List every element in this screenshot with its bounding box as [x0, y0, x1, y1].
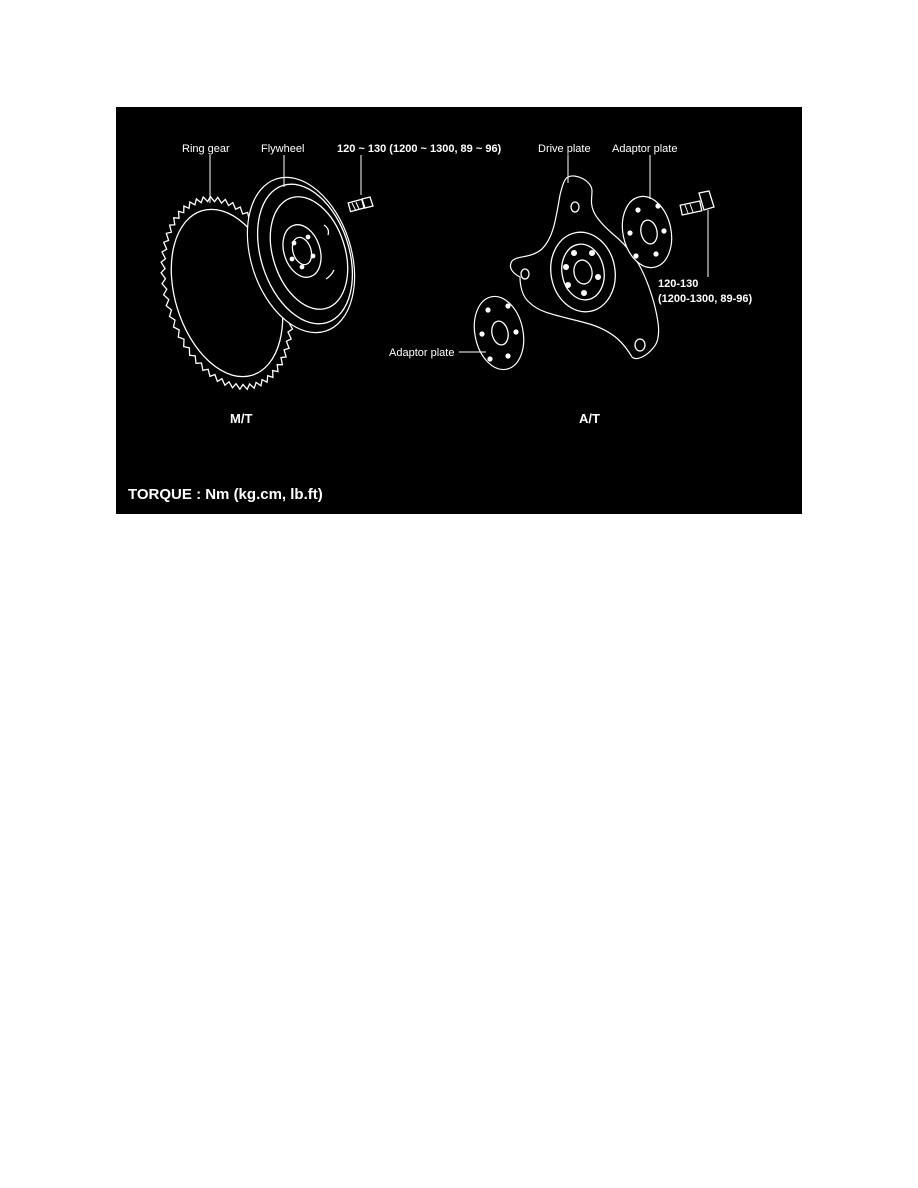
- mt-bolt-illustration: [348, 197, 373, 212]
- diagram-canvas: [116, 107, 802, 514]
- mt-caption: M/T: [230, 411, 253, 426]
- adaptor-plate-bottom-label: Adaptor plate: [389, 347, 455, 359]
- drive-plate-label: Drive plate: [538, 143, 591, 155]
- adaptor-plate-bottom-illustration: [468, 292, 530, 374]
- mt-torque-label: 120 ~ 130 (1200 ~ 1300, 89 ~ 96): [337, 143, 502, 155]
- adaptor-plate-top-label: Adaptor plate: [612, 143, 678, 155]
- at-torque-label-line2: (1200-1300, 89-96): [658, 293, 753, 305]
- flywheel-drive-plate-diagram: [116, 107, 802, 514]
- at-torque-label-line1: 120-130: [658, 278, 699, 290]
- ring-gear-label: Ring gear: [182, 143, 230, 155]
- at-caption: A/T: [579, 411, 600, 426]
- at-bolt-illustration: [680, 191, 714, 215]
- flywheel-label: Flywheel: [261, 143, 305, 155]
- flywheel-illustration: [229, 163, 374, 346]
- torque-unit-note: TORQUE : Nm (kg.cm, lb.ft): [128, 486, 323, 503]
